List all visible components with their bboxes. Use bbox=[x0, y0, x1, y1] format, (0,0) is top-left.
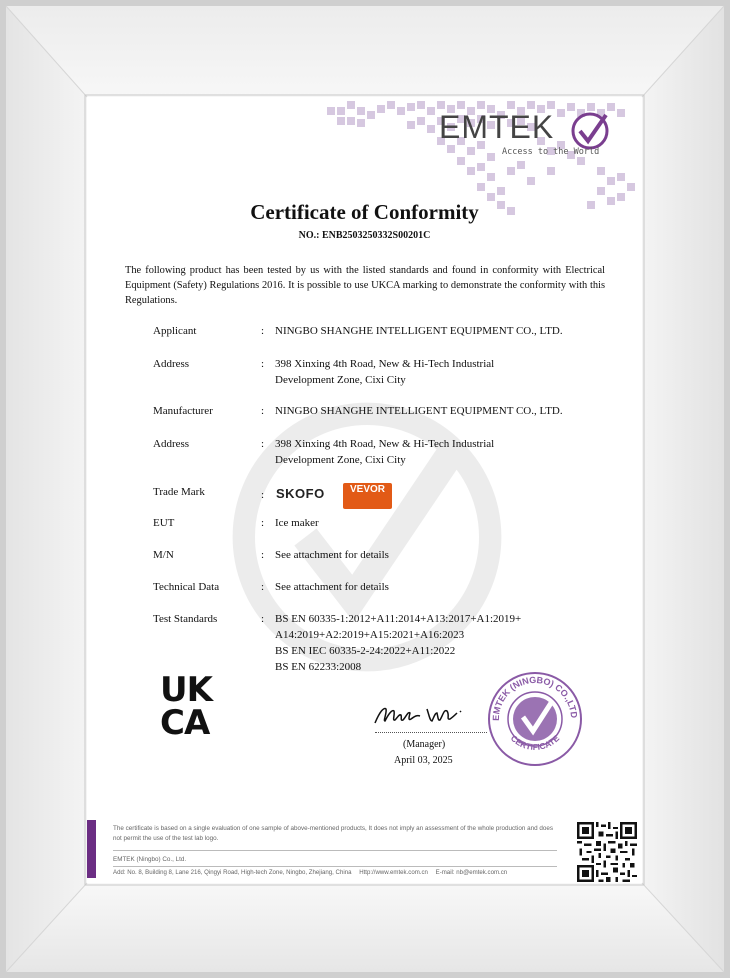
ukca-mark-line1: UK bbox=[160, 670, 212, 710]
address-label: Address bbox=[153, 438, 190, 450]
emtek-logo-text: EMTEK bbox=[439, 109, 555, 145]
standard-line: BS EN 62233:2008 bbox=[275, 661, 362, 673]
signature-line bbox=[375, 732, 487, 733]
stamp-bottom-text: CERTIFICATE bbox=[508, 733, 562, 752]
applicant-value: NINGBO SHANGHE INTELLIGENT EQUIPMENT CO., LTD. bbox=[275, 325, 563, 337]
footer-email: E-mail: nb@emtek.com.cn bbox=[435, 869, 508, 876]
colon: : bbox=[261, 438, 265, 450]
technical-data-value: See attachment for details bbox=[275, 581, 389, 593]
eut-value: Ice maker bbox=[275, 517, 319, 529]
company-stamp bbox=[485, 667, 585, 767]
manufacturer-value: NINGBO SHANGHE INTELLIGENT EQUIPMENT CO., LTD. bbox=[275, 405, 563, 417]
ukca-mark bbox=[160, 670, 226, 743]
ukca-mark-line2: CA bbox=[160, 703, 210, 743]
eut-label: EUT bbox=[153, 517, 175, 529]
certificate-number: NO.: ENB2503250332S00201C bbox=[298, 230, 431, 241]
colon: : bbox=[261, 325, 265, 337]
colon: : bbox=[261, 405, 265, 417]
colon: : bbox=[261, 613, 265, 625]
issue-date: April 03, 2025 bbox=[394, 755, 453, 766]
skofo-logo bbox=[276, 486, 325, 502]
vevor-logo-text: VEVOR bbox=[349, 484, 385, 495]
certificate-footer bbox=[87, 820, 642, 883]
standard-line: BS EN 60335-1:2012+A11:2014+A13:2017+A1:2019+ bbox=[275, 613, 522, 625]
standard-line: BS EN IEC 60335-2-24:2022+A11:2022 bbox=[275, 645, 456, 657]
colon: : bbox=[261, 549, 265, 561]
colon: : bbox=[261, 581, 265, 593]
standard-line: A14:2019+A2:2019+A15:2021+A16:2023 bbox=[275, 629, 465, 641]
trade-mark-label: Trade Mark bbox=[153, 486, 205, 498]
footer-company: EMTEK (Ningbo) Co., Ltd. bbox=[113, 856, 187, 863]
footer-divider bbox=[113, 850, 557, 851]
footer-accent-bar bbox=[87, 820, 96, 878]
footer-address: Add: No. 8, Building 8, Lane 216, Qingyi Road, High-tech Zone, Ningbo, Zhejiang, China bbox=[113, 869, 352, 876]
colon: : bbox=[261, 358, 265, 370]
manager-role: (Manager) bbox=[403, 739, 446, 750]
colon: : bbox=[261, 489, 265, 501]
certificate-page bbox=[87, 97, 642, 883]
footer-divider bbox=[113, 866, 557, 867]
stamp-top-text: EMTEK (NINGBO) CO.,LTD bbox=[490, 674, 580, 721]
emtek-tagline: Access to the World bbox=[502, 147, 600, 157]
qr-code-icon bbox=[577, 822, 637, 882]
applicant-label: Applicant bbox=[153, 325, 197, 337]
footer-website: Http://www.emtek.com.cn bbox=[359, 869, 428, 876]
applicant-address-value: 398 Xinxing 4th Road, New & Hi-Tech Industrial Development Zone, Cixi City bbox=[275, 358, 495, 386]
colon: : bbox=[261, 517, 265, 529]
intro-paragraph: The following product has been tested by us with the listed standards and found in conformity with Electrical Equipment (Safety) Regulations 2016. It is possible to use UKCA marking to demonstrate the conformity with this Regulations. bbox=[125, 265, 605, 306]
footer-contact bbox=[113, 869, 513, 876]
address-label: Address bbox=[153, 358, 190, 370]
manager-signature bbox=[372, 701, 467, 729]
vevor-logo bbox=[343, 483, 392, 509]
test-standards-label: Test Standards bbox=[153, 613, 218, 625]
mn-label: M/N bbox=[153, 549, 174, 561]
manufacturer-address-value: 398 Xinxing 4th Road, New & Hi-Tech Industrial Development Zone, Cixi City bbox=[275, 438, 495, 466]
mn-value: See attachment for details bbox=[275, 549, 389, 561]
certificate-title: Certificate of Conformity bbox=[250, 200, 479, 224]
manufacturer-label: Manufacturer bbox=[153, 405, 213, 417]
technical-data-label: Technical Data bbox=[153, 581, 220, 593]
footer-disclaimer: The certificate is based on a single evaluation of one sample of above-mentioned products, It does not imply an assessment of the whole production and does not permit the use of the test lab logo. bbox=[113, 825, 553, 842]
skofo-logo-text: SKOFO bbox=[276, 486, 325, 501]
